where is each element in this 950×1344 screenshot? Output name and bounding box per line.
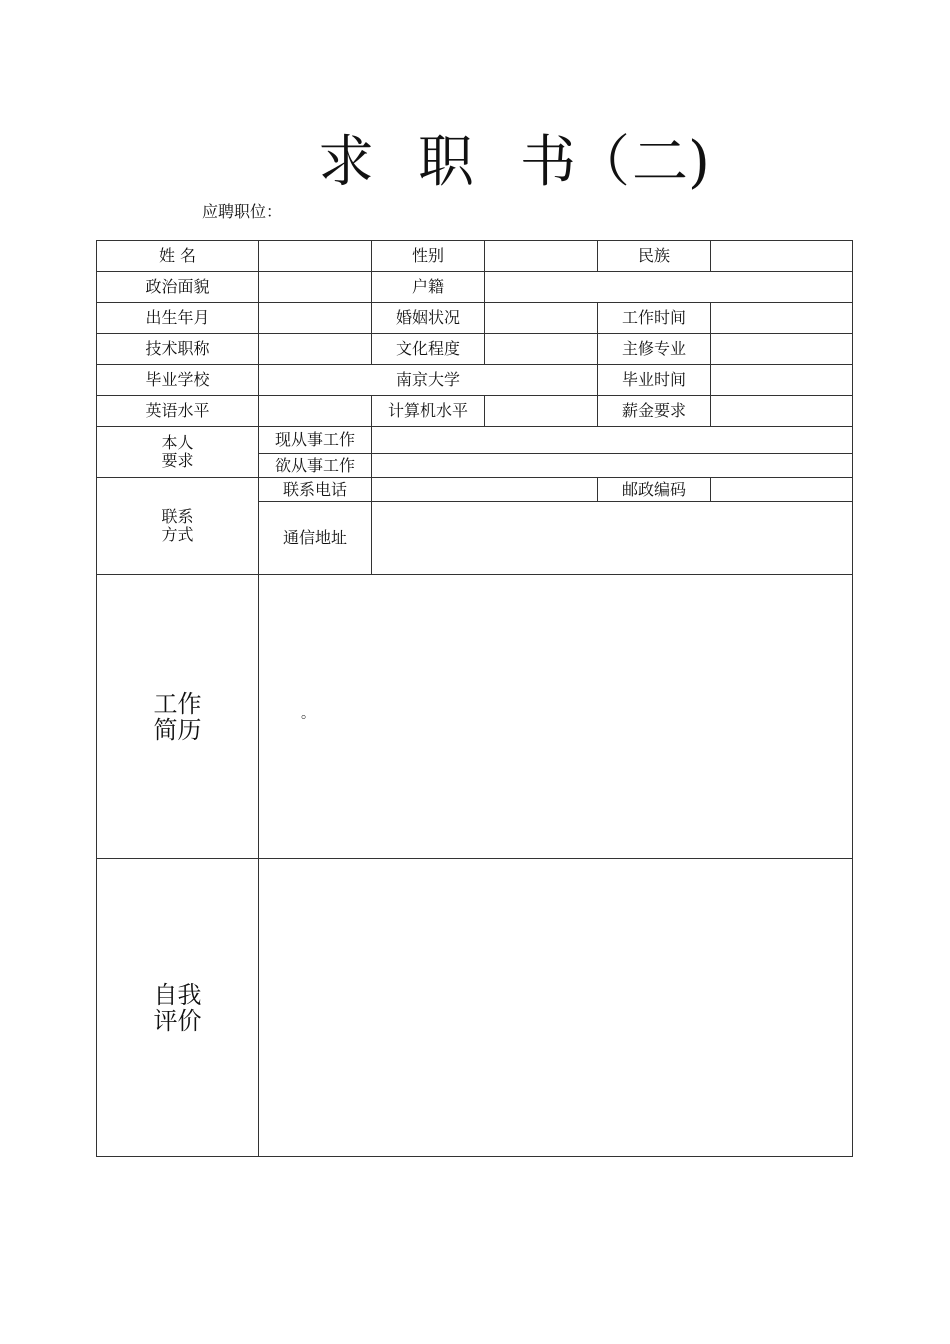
- label-household: 户籍: [372, 272, 485, 303]
- input-computer[interactable]: [485, 396, 598, 427]
- label-requirements: [97, 427, 259, 478]
- label-major: 主修专业: [598, 334, 711, 365]
- input-gender[interactable]: [485, 241, 598, 272]
- document-title: [0, 128, 950, 198]
- label-school: 毕业学校: [97, 365, 259, 396]
- label-desired-job: 欲从事工作: [259, 454, 372, 478]
- label-address: 通信地址: [259, 502, 372, 575]
- input-name[interactable]: [259, 241, 372, 272]
- input-work-time[interactable]: [711, 303, 853, 334]
- input-major[interactable]: [711, 334, 853, 365]
- label-work-time: 工作时间: [598, 303, 711, 334]
- row-birth: [97, 303, 853, 334]
- value-school[interactable]: 南京大学: [259, 365, 598, 396]
- label-birth: 出生年月: [97, 303, 259, 334]
- label-political-status: 政治面貌: [97, 272, 259, 303]
- input-political-status[interactable]: [259, 272, 372, 303]
- input-household[interactable]: [485, 272, 853, 303]
- label-title: 技术职称: [97, 334, 259, 365]
- title-char-2: 职: [418, 130, 474, 195]
- title-char-6: ): [688, 130, 710, 195]
- input-self-evaluation[interactable]: [259, 859, 853, 1157]
- work-history-note: 。: [301, 706, 315, 722]
- input-graduation-time[interactable]: [711, 365, 853, 396]
- label-salary: 薪金要求: [598, 396, 711, 427]
- input-english[interactable]: [259, 396, 372, 427]
- label-english: 英语水平: [97, 396, 259, 427]
- row-title: [97, 334, 853, 365]
- title-char-3: 书: [520, 130, 576, 195]
- label-contact-line2: 方式: [161, 525, 194, 544]
- title-char-5: 二: [632, 130, 688, 195]
- label-contact: [97, 478, 259, 575]
- label-phone: 联系电话: [259, 478, 372, 502]
- input-current-job[interactable]: [372, 427, 853, 454]
- label-gender: 性别: [372, 241, 485, 272]
- row-self-evaluation: [97, 859, 853, 1157]
- label-ethnicity: 民族: [598, 241, 711, 272]
- input-birth[interactable]: [259, 303, 372, 334]
- label-work-history: [97, 575, 259, 859]
- input-ethnicity[interactable]: [711, 241, 853, 272]
- row-basic-info: [97, 241, 853, 272]
- row-school: [97, 365, 853, 396]
- row-phone: [97, 478, 853, 502]
- input-salary[interactable]: [711, 396, 853, 427]
- input-title[interactable]: [259, 334, 372, 365]
- label-postal-code: 邮政编码: [598, 478, 711, 502]
- label-computer: 计算机水平: [372, 396, 485, 427]
- label-graduation-time: 毕业时间: [598, 365, 711, 396]
- input-address[interactable]: [372, 502, 853, 575]
- label-self-evaluation: [97, 859, 259, 1157]
- input-postal-code[interactable]: [711, 478, 853, 502]
- row-skills: [97, 396, 853, 427]
- input-desired-job[interactable]: [372, 454, 853, 478]
- row-work-history: [97, 575, 853, 859]
- application-form-table: [96, 240, 853, 1157]
- input-work-history[interactable]: [259, 575, 853, 859]
- label-work-history-line2: 简历: [153, 715, 202, 744]
- label-education: 文化程度: [372, 334, 485, 365]
- label-current-job: 现从事工作: [259, 427, 372, 454]
- input-marital[interactable]: [485, 303, 598, 334]
- label-self-evaluation-line2: 评价: [153, 1006, 202, 1035]
- row-current-job: [97, 427, 853, 454]
- position-applied-label: 应聘职位：: [202, 202, 283, 221]
- label-marital: 婚姻状况: [372, 303, 485, 334]
- label-requirements-line2: 要求: [161, 451, 194, 470]
- input-education[interactable]: [485, 334, 598, 365]
- row-political: [97, 272, 853, 303]
- label-self-evaluation-line1: 自我: [153, 980, 202, 1009]
- label-name: 姓 名: [97, 241, 259, 272]
- label-work-history-line1: 工作: [153, 689, 202, 718]
- title-char-4: （: [574, 130, 630, 195]
- title-char-1: 求: [318, 130, 374, 195]
- label-contact-line1: 联系: [161, 507, 194, 526]
- label-requirements-line1: 本人: [161, 433, 194, 452]
- input-phone[interactable]: [372, 478, 598, 502]
